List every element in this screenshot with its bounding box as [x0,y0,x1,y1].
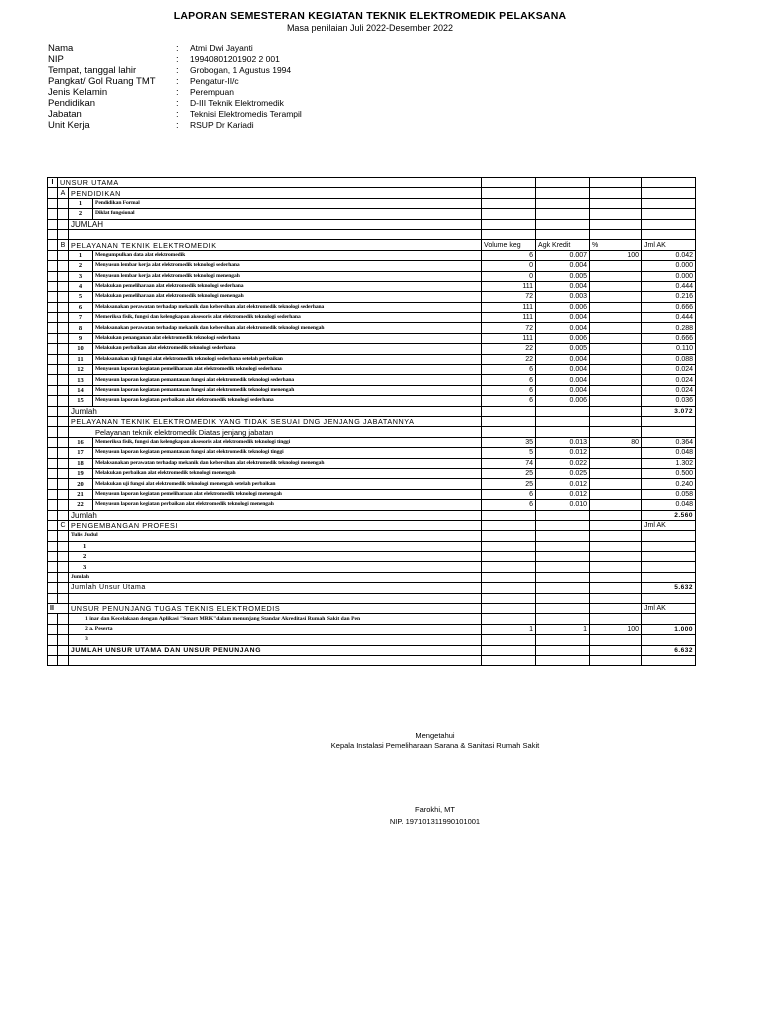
section-letter: B [58,240,69,250]
jumlah-utama-value: 5.632 [642,583,696,593]
roman-cell: II [48,604,69,614]
volume-cell: 5 [482,448,536,458]
table-row [48,489,696,499]
persen-cell: 100 [590,624,642,634]
identity-colon: : [176,65,179,76]
item-number: 3 [69,562,482,572]
angka-kredit-cell: 0.007 [536,250,590,260]
jumlah-ak-cell: 0.444 [642,281,696,291]
item-number: 5 [69,292,93,302]
table-row [48,344,696,354]
signature-nip: NIP. 197101311990101001 [389,817,481,826]
table-row [48,458,696,468]
angka-kredit-cell: 0.010 [536,500,590,510]
section-label: PENDIDIKAN [69,188,482,198]
item-description: inar dan Kecelakaan dengan Aplikasi "Smart MRK"dalam menunjang Standar Akreditasi Rumah Sakit dan Pen [89,615,361,622]
item-description: Menyusun laporan kegiatan pemantauan fungsi alat elektromedik teknologi menengah [93,385,482,395]
identity-label: Jenis Kelamin [48,87,108,98]
item-description: Memeriksa fisik, fungsi dan kelengkapan aksesoris alat elektromedik teknologi tinggi [93,437,482,447]
table-row [48,479,696,489]
identity-value: Perempuan [190,87,234,97]
item-number: 21 [69,489,93,499]
table-row [48,541,696,551]
row-jumlah-c [48,572,696,582]
identity-colon: : [176,54,179,65]
angka-kredit-cell: 0.003 [536,292,590,302]
persen-cell: 100 [590,250,642,260]
jumlah-ak-cell: 0.666 [642,302,696,312]
spacer-row [48,655,696,665]
persen-cell [590,323,642,333]
identity-colon: : [176,109,179,120]
row-tulis-judul [48,531,696,541]
volume-cell: 111 [482,302,536,312]
item-description: Pendidikan Formal [93,198,482,208]
item-description: Menyusun laporan kegiatan pemantauan fungsi alat elektromedik teknologi tinggi [93,448,482,458]
jumlah-value: 2.560 [642,510,696,520]
identity-row-nip [48,54,302,65]
signature-mengetahui: Mengetahui [415,731,455,740]
identity-colon: : [176,120,179,131]
identity-value: RSUP Dr Kariadi [190,120,254,130]
row-section-b2 [48,416,696,426]
persen-cell [590,344,642,354]
volume-cell: 111 [482,313,536,323]
table-row [48,209,696,219]
volume-cell: 6 [482,500,536,510]
item-number: 1 [69,198,93,208]
signature-nama: Farokhi, MT [414,805,455,814]
item-description: Menyusun laporan kegiatan pemeliharaan alat elektromedik teknologi menengah [93,489,482,499]
section-b-items [48,250,696,406]
identity-label: NIP [48,54,64,65]
identity-colon: : [176,76,179,87]
section-sublabel: Pelayanan teknik elektromedik Diatas jenjang jabatan [69,427,482,437]
table-row [48,323,696,333]
identity-label: Jabatan [48,109,82,120]
table-row [48,313,696,323]
section-letter: A [58,188,69,198]
item-number: 8 [69,323,93,333]
angka-kredit-cell: 0.004 [536,385,590,395]
angka-kredit-cell: 0.006 [536,302,590,312]
table-row [48,292,696,302]
section-label: PENGEMBANGAN PROFESI [69,520,482,530]
angka-kredit-cell: 0.006 [536,333,590,343]
penunjang-item [69,614,482,624]
item-number: 13 [69,375,93,385]
item-number: 1 [69,541,482,551]
volume-cell: 6 [482,489,536,499]
row-section-b [48,240,696,250]
identity-label: Nama [48,43,74,54]
angka-kredit-cell: 0.004 [536,281,590,291]
table-row [48,375,696,385]
volume-cell: 0 [482,271,536,281]
penunjang-item [69,624,482,634]
angka-kredit-cell: 0.025 [536,468,590,478]
row-section-c [48,520,696,530]
identity-value: D-III Teknik Elektromedik [190,98,284,108]
roman-cell: I [48,178,58,188]
item-description: a. Peserta [89,625,113,632]
persen-cell [590,448,642,458]
jumlah-ak-cell: 0.666 [642,333,696,343]
angka-kredit-cell: 0.013 [536,437,590,447]
jumlah-ak-cell: 0.216 [642,292,696,302]
item-number: 10 [69,344,93,354]
identity-row-nama [48,43,302,54]
item-description: Menyusun lembar kerja alat elektromedik teknologi menengah [93,271,482,281]
jumlah-ak-cell: 0.000 [642,271,696,281]
identity-row-unit [48,120,302,131]
identity-row-pendidikan [48,98,302,109]
section-b2-items [48,437,696,510]
item-description: Melakukan pemeliharaan alat elektromedik teknologi sederhana [93,281,482,291]
item-number: 18 [69,458,93,468]
angka-kredit-cell: 0.006 [536,396,590,406]
item-description: Menyusun lembar kerja alat elektromedik teknologi sederhana [93,261,482,271]
jumlah-ak-cell: 0.058 [642,489,696,499]
header-jumlah-ak: Jml AK [642,240,696,250]
persen-cell [590,500,642,510]
jumlah-label: Jumlah [69,572,482,582]
identity-label: Unit Kerja [48,120,90,131]
item-number: 2 [69,552,482,562]
item-number: 16 [69,437,93,447]
item-description: Menyusun laporan kegiatan perbaikan alat elektromedik teknologi sederhana [93,396,482,406]
volume-cell: 6 [482,385,536,395]
item-number: 15 [69,396,93,406]
angka-kredit-cell: 0.004 [536,313,590,323]
header-jumlah-ak: Jml AK [642,520,696,530]
row-jumlah-b [48,406,696,416]
volume-cell: 111 [482,333,536,343]
jumlah-ak-cell: 0.240 [642,479,696,489]
identity-value: Atmi Dwi Jayanti [190,43,253,53]
jumlah-ak-cell: 1.000 [642,624,696,634]
volume-cell: 6 [482,250,536,260]
row-jumlah-a [48,219,696,229]
table-row [48,354,696,364]
angka-kredit-cell: 1 [536,624,590,634]
jumlah-ak-cell: 0.048 [642,500,696,510]
jumlah-ak-cell: 0.110 [642,344,696,354]
angka-kredit-cell: 0.012 [536,489,590,499]
angka-kredit-cell: 0.012 [536,448,590,458]
angka-kredit-cell: 0.004 [536,365,590,375]
jumlah-ak-cell: 0.088 [642,354,696,364]
item-description: Menyusun laporan kegiatan perbaikan alat elektromedik teknologi menengah [93,500,482,510]
item-number: 1 [69,250,93,260]
row-section-a [48,188,696,198]
total-label: JUMLAH UNSUR UTAMA DAN UNSUR PENUNJANG [69,645,482,655]
section-letter: C [58,520,69,530]
volume-cell: 74 [482,458,536,468]
section-label: PELAYANAN TEKNIK ELEKTROMEDIK [69,240,482,250]
angka-kredit-cell: 0.004 [536,323,590,333]
item-number: 17 [69,448,93,458]
item-description: Melaksanakan perawatan terhadap mekanik dan kebersihan alat elektromedik teknologi menengah [93,323,482,333]
row-unsur-utama [48,178,696,188]
row-section-b2-sub [48,427,696,437]
table-row [48,614,696,624]
item-number: 19 [69,468,93,478]
persen-cell [590,313,642,323]
table-row [48,437,696,447]
persen-cell [590,375,642,385]
header-jumlah-ak: Jml AK [642,604,696,614]
jumlah-ak-cell: 0.500 [642,468,696,478]
jumlah-ak-cell: 0.048 [642,448,696,458]
table-row [48,302,696,312]
jumlah-label: Jumlah [69,406,482,416]
table-row [48,552,696,562]
jumlah-ak-cell: 0.288 [642,323,696,333]
report-title: LAPORAN SEMESTERAN KEGIATAN TEKNIK ELEKTROMEDIK PELAKSANA [173,10,567,22]
jumlah-value: 3.072 [642,406,696,416]
angka-kredit-cell: 0.012 [536,479,590,489]
persen-cell [590,479,642,489]
identity-value: 19940801201902 2 001 [190,54,280,64]
identity-row-ttl [48,65,302,76]
item-description: Melakukan uji fungsi alat elektromedik teknologi menengah setelah perbaikan [93,479,482,489]
persen-cell [590,365,642,375]
jumlah-ak-cell: 0.024 [642,385,696,395]
angka-kredit-cell: 0.004 [536,261,590,271]
identity-colon: : [176,43,179,54]
jumlah-utama-label: Jumlah Unsur Utama [69,583,482,593]
item-description: Menyusun laporan kegiatan pemeliharaan alat elektromedik teknologi sederhana [93,365,482,375]
jumlah-ak-cell: 0.364 [642,437,696,447]
identity-row-jabatan [48,109,302,120]
header-volume: Volume keg [482,240,536,250]
volume-cell: 72 [482,292,536,302]
item-number: 11 [69,354,93,364]
identity-label: Pangkat/ Gol Ruang TMT [48,76,156,87]
persen-cell [590,458,642,468]
section-label: UNSUR PENUNJANG TUGAS TEKNIS ELEKTROMEDIS [69,604,482,614]
persen-cell [590,271,642,281]
persen-cell [590,396,642,406]
table-row [48,261,696,271]
volume-cell: 22 [482,354,536,364]
identity-label: Tempat, tanggal lahir [48,65,137,76]
spacer-row [48,229,696,239]
identity-value: Grobogan, 1 Agustus 1994 [190,65,292,75]
table-row [48,271,696,281]
volume-cell: 6 [482,365,536,375]
section-label: PELAYANAN TEKNIK ELEKTROMEDIK YANG TIDAK SESUAI DNG JENJANG JABATANNYA [69,416,482,426]
jumlah-ak-cell: 0.000 [642,261,696,271]
persen-cell [590,292,642,302]
table-row [48,385,696,395]
volume-cell: 25 [482,468,536,478]
table-row [48,396,696,406]
persen-cell [590,468,642,478]
jumlah-ak-cell: 0.036 [642,396,696,406]
item-description: Mengumpulkan data alat elektromedik [93,250,482,260]
volume-cell: 25 [482,479,536,489]
jumlah-label: JUMLAH [69,219,482,229]
item-description: Melaksanakan perawatan terhadap mekanik dan kebersihan alat elektromedik teknologi menengah [93,458,482,468]
item-number: 2 [85,625,88,632]
item-description: Melakukan perbaikan alat elektromedik teknologi sederhana [93,344,482,354]
item-number: 14 [69,385,93,395]
jumlah-ak-cell: 0.042 [642,250,696,260]
persen-cell: 80 [590,437,642,447]
identity-colon: : [176,87,179,98]
report-subtitle: Masa penilaian Juli 2022-Desember 2022 [286,23,454,33]
angka-kredit-cell: 0.005 [536,344,590,354]
total-value: 6.632 [642,645,696,655]
identity-block [48,43,302,131]
identity-colon: : [176,98,179,109]
angka-kredit-cell: 0.004 [536,354,590,364]
item-description: Diklat fungsional [93,209,482,219]
table-row [48,624,696,634]
volume-cell: 72 [482,323,536,333]
item-number: 9 [69,333,93,343]
jumlah-ak-cell: 0.024 [642,365,696,375]
persen-cell [590,333,642,343]
row-jumlah-b2 [48,510,696,520]
item-number: 4 [69,281,93,291]
volume-cell: 111 [482,281,536,291]
table-row [48,635,696,645]
table-row [48,281,696,291]
identity-row-kelamin [48,87,302,98]
angka-kredit-cell: 0.022 [536,458,590,468]
persen-cell [590,302,642,312]
table-row [48,468,696,478]
item-description: Melaksanakan uji fungsi alat elektromedik teknologi sederhana setelah perbaikan [93,354,482,364]
persen-cell [590,385,642,395]
volume-cell: 35 [482,437,536,447]
row-unsur-penunjang [48,604,696,614]
item-number: 6 [69,302,93,312]
identity-label: Pendidikan [48,98,96,109]
tulis-judul-label: Tulis Judul [69,531,482,541]
header-persen: % [590,240,642,250]
item-description: Menyusun laporan kegiatan pemantauan fungsi alat elektromedik teknologi sederhana [93,375,482,385]
angka-kredit-cell: 0.005 [536,271,590,281]
item-number: 20 [69,479,93,489]
jumlah-label: Jumlah [69,510,482,520]
volume-cell: 6 [482,375,536,385]
angka-kredit-cell: 0.004 [536,375,590,385]
table-row [48,333,696,343]
jumlah-ak-cell: 1.302 [642,458,696,468]
table-row [48,500,696,510]
activity-table [47,177,696,666]
section-label: UNSUR UTAMA [58,178,482,188]
volume-cell: 0 [482,261,536,271]
persen-cell [590,281,642,291]
item-number: 3 [85,636,88,643]
persen-cell [590,489,642,499]
volume-cell: 6 [482,396,536,406]
jumlah-ak-cell: 0.024 [642,375,696,385]
header-angka-kredit: Agk Kredit [536,240,590,250]
item-number: 2 [69,209,93,219]
identity-value: Teknisi Elektromedis Terampil [190,109,302,119]
persen-cell [590,261,642,271]
table-row [48,365,696,375]
volume-cell: 22 [482,344,536,354]
item-number: 7 [69,313,93,323]
penunjang-item [69,635,482,645]
item-number: 22 [69,500,93,510]
signature-jabatan: Kepala Instalasi Pemeliharaan Sarana & Sanitasi Rumah Sakit [330,741,540,750]
item-description: Melakukan penanganan alat elektromedik teknologi sederhana [93,333,482,343]
spacer-row [48,593,696,603]
table-row [48,198,696,208]
item-number: 3 [69,271,93,281]
table-row [48,250,696,260]
table-row [48,448,696,458]
row-jumlah-unsur-utama [48,583,696,593]
jumlah-ak-cell: 0.444 [642,313,696,323]
persen-cell [590,354,642,364]
item-number: 2 [69,261,93,271]
row-total [48,645,696,655]
item-description: Melaksanakan perawatan terhadap mekanik dan kebersihan alat elektromedik teknologi sederhana [93,302,482,312]
identity-value: Pengatur-II/c [190,76,239,86]
identity-row-pangkat [48,76,302,87]
volume-cell: 1 [482,624,536,634]
item-number: 12 [69,365,93,375]
item-description: Melakukan perbaikan alat elektromedik teknologi menengah [93,468,482,478]
item-description: Melakukan pemeliharaan alat elektromedik teknologi menengah [93,292,482,302]
item-description: Memeriksa fisik, fungsi dan kelengkapan aksesoris alat elektromedik teknologi sederhana [93,313,482,323]
table-row [48,562,696,572]
item-number: 1 [85,615,88,622]
